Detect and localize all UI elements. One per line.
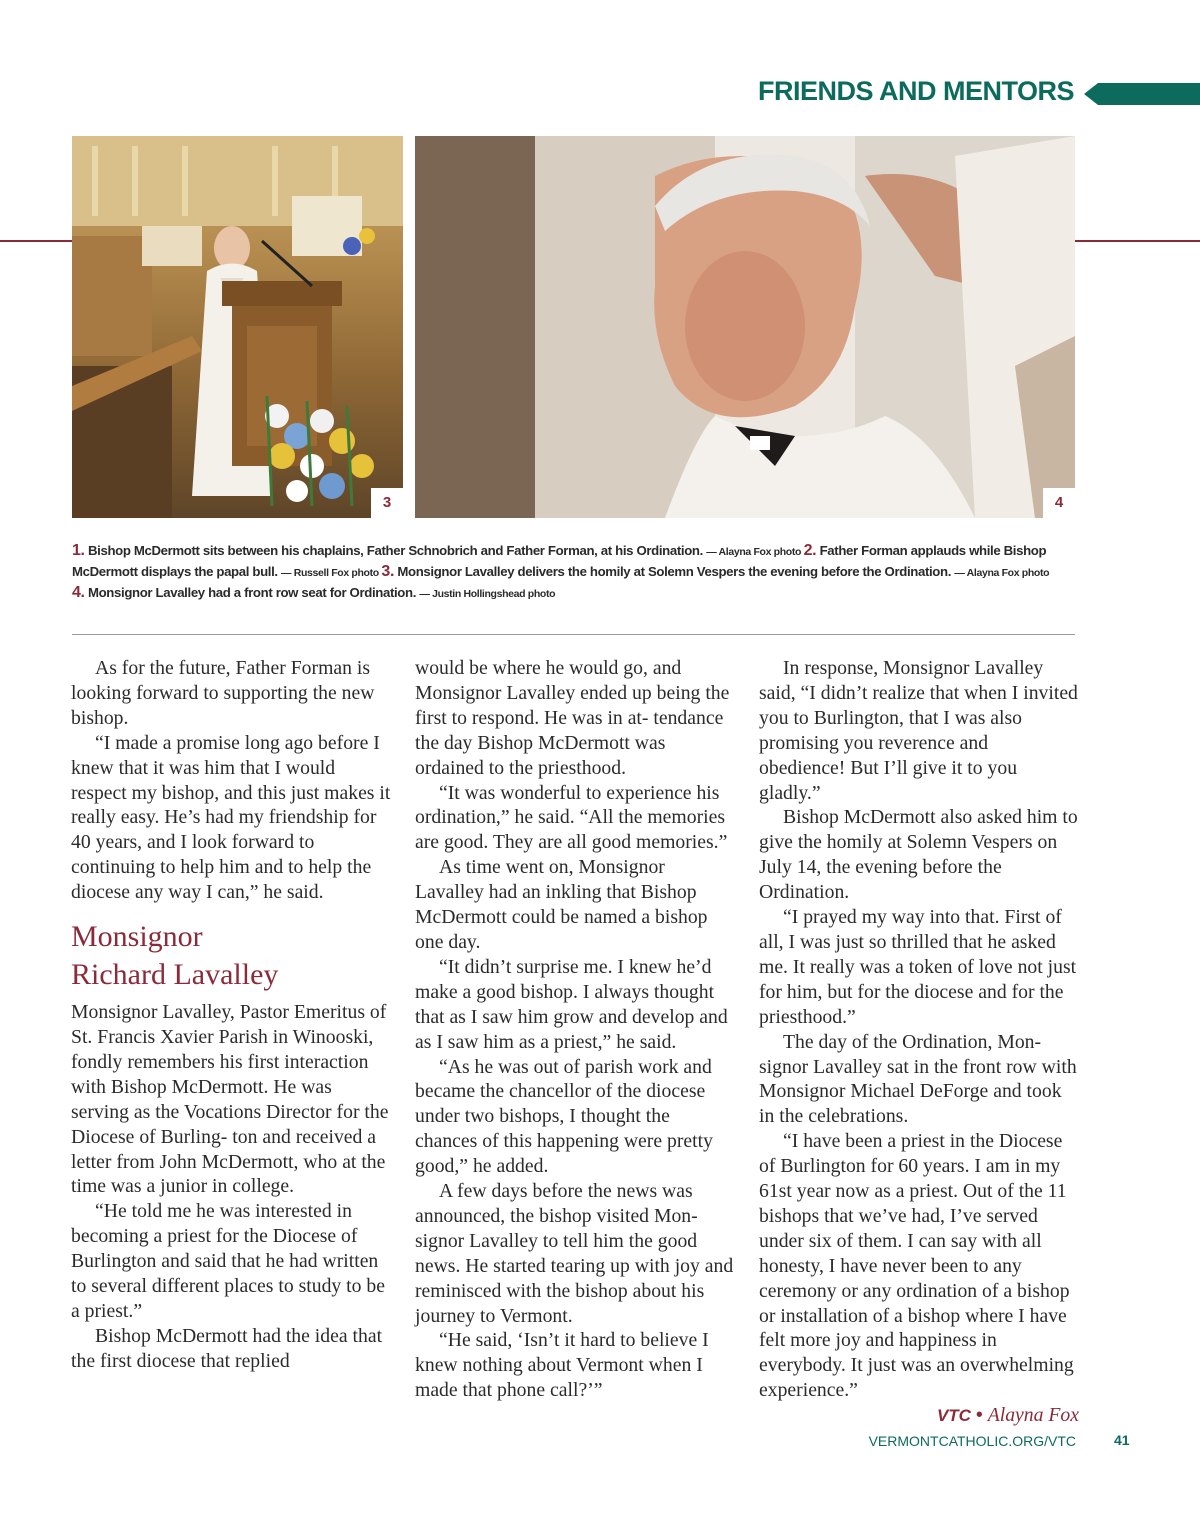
photo-lavalley-homily (72, 136, 403, 518)
rule-right (1075, 240, 1200, 242)
paragraph: Bishop McDermott also asked him to give the homily at Solemn Vespers on July 14, the evening before the Ordination. (759, 806, 1078, 904)
paragraph: “He told me he was interested in becoming a priest for the Diocese of Burlington and said that he had written to several different places to study to be a priest.” (71, 1200, 385, 1322)
caption-text: Bishop McDermott sits between his chaplains, Father Schnobrich and Father Forman, at his Ordination. (84, 543, 707, 558)
caption-credit: — Russell Fox photo (281, 567, 382, 579)
paragraph: “I made a promise long ago before I knew that it was him that I would respect my bishop, and this just makes it really easy. He’s had my friendship for 40 years, and I look forward to continuing to help him and to help the diocese any way I can,” he said. (71, 731, 391, 904)
caption-number: 4. (72, 584, 85, 601)
caption-credit: — Alayna Fox photo (706, 546, 804, 558)
paragraph: would be where he would go, and Monsignor Lavalley ended up being the first to respond. He was in at- tendance the day Bishop McDermott was ordained to the priesthood. (415, 657, 730, 779)
paragraph: As time went on, Monsignor Lavalley had an inkling that Bishop McDermott could be named a bishop one day. (415, 856, 708, 953)
byline-publication: VTC (936, 1406, 971, 1426)
paragraph: “I have been a priest in the Diocese of Burlington for 60 years. I am in my 61st year now as a priest. Out of the 11 bishops that we’ve had, I’ve served under six of them. I can say with all honesty, I have never been to any ceremony or any ordination of a bishop or installation of a bishop where I have felt more joy and happiness in everybody. It just was an overwhelming experience.” (759, 1130, 1074, 1402)
byline-author: Alayna Fox (987, 1404, 1079, 1427)
rule-left (0, 240, 72, 242)
caption-number: 2. (803, 542, 817, 559)
photo-captions (72, 541, 1092, 604)
section-tab-marker (1084, 83, 1200, 105)
caption-text: Father Forman applauds while Bishop McDermott displays the papal bull. (72, 543, 1047, 579)
subheading-line-1: Monsignor (71, 920, 203, 954)
caption-divider (72, 634, 1075, 635)
paragraph: As for the future, Father Forman is looking forward to supporting the new bishop. (71, 657, 375, 729)
caption-number: 3. (381, 563, 395, 580)
footer-url: VERMONTCATHOLIC.ORG/VTC (868, 1433, 1076, 1449)
paragraph: Monsignor Lavalley, Pastor Emeritus of St. Francis Xavier Parish in Winooski, fondly remembers his first interaction with Bishop McDermott. He was serving as the Vocations Director for the Diocese of Burling- ton and received a letter from John McDermott, who at the time was a junior in college. (71, 1001, 389, 1198)
caption-text: Monsignor Lavalley had a front row seat for Ordination. (84, 585, 420, 600)
paragraph: “As he was out of parish work and became the chancellor of the diocese under two bishops, I thought the chances of this happening were pretty good,” he added. (415, 1055, 713, 1178)
paragraph: “I prayed my way into that. First of all, I was just so thrilled that he asked me. It really was a token of love not just for him, but for the diocese and for the priesthood.” (759, 906, 1077, 1028)
paragraph: “He said, ‘Isn’t it hard to believe I knew nothing about Vermont when I made that phone call?’” (415, 1329, 709, 1402)
caption-text: Monsignor Lavalley delivers the homily at Solemn Vespers the evening before the Ordination. (394, 564, 955, 579)
paragraph: “It didn’t surprise me. I knew he’d make a good bishop. I always thought that as I saw him grow and develop and as I saw him as a priest,” he said. (415, 955, 728, 1053)
photo-lavalley-front-row-illustration (415, 136, 1075, 518)
paragraph: “It was wonderful to experience his ordination,” he said. “All the memories are good. They are all good memories.” (415, 781, 728, 854)
photo-number-4: 4 (1043, 488, 1075, 518)
subheading (71, 918, 391, 994)
section-title: FRIENDS AND MENTORS (757, 76, 1074, 106)
article-column-1 (71, 656, 391, 1374)
subheading-line-2: Richard Lavalley (71, 958, 279, 992)
article-column-2 (415, 656, 735, 1403)
page-number: 41 (1114, 1432, 1130, 1448)
byline (759, 1403, 1079, 1429)
paragraph: The day of the Ordination, Mon- signor Lavalley sat in the front row with Monsignor Michael DeForge and took in the celebrations. (759, 1030, 1077, 1128)
paragraph: In response, Monsignor Lavalley said, “I didn’t realize that when I invited you to Burlington, that I was also promising you reverence and obedience! But I’ll give it to you gladly.” (759, 657, 1078, 804)
caption-credit: — Alayna Fox photo (954, 567, 1050, 579)
photo-number-3: 3 (371, 488, 403, 518)
photo-lavalley-front-row (415, 136, 1075, 518)
caption-number: 1. (72, 542, 85, 559)
paragraph: Bishop McDermott had the idea that the first diocese that replied (71, 1324, 383, 1372)
photo-lavalley-homily-illustration (72, 136, 403, 518)
byline-separator: • (970, 1404, 988, 1427)
article-column-3 (759, 656, 1079, 1429)
caption-credit: — Justin Hollingshead photo (419, 588, 556, 600)
paragraph: A few days before the news was announced, the bishop visited Mon- signor Lavalley to tell him the good news. He started tearing up with joy and reminisced with the bishop about his journey to Vermont. (415, 1180, 734, 1327)
